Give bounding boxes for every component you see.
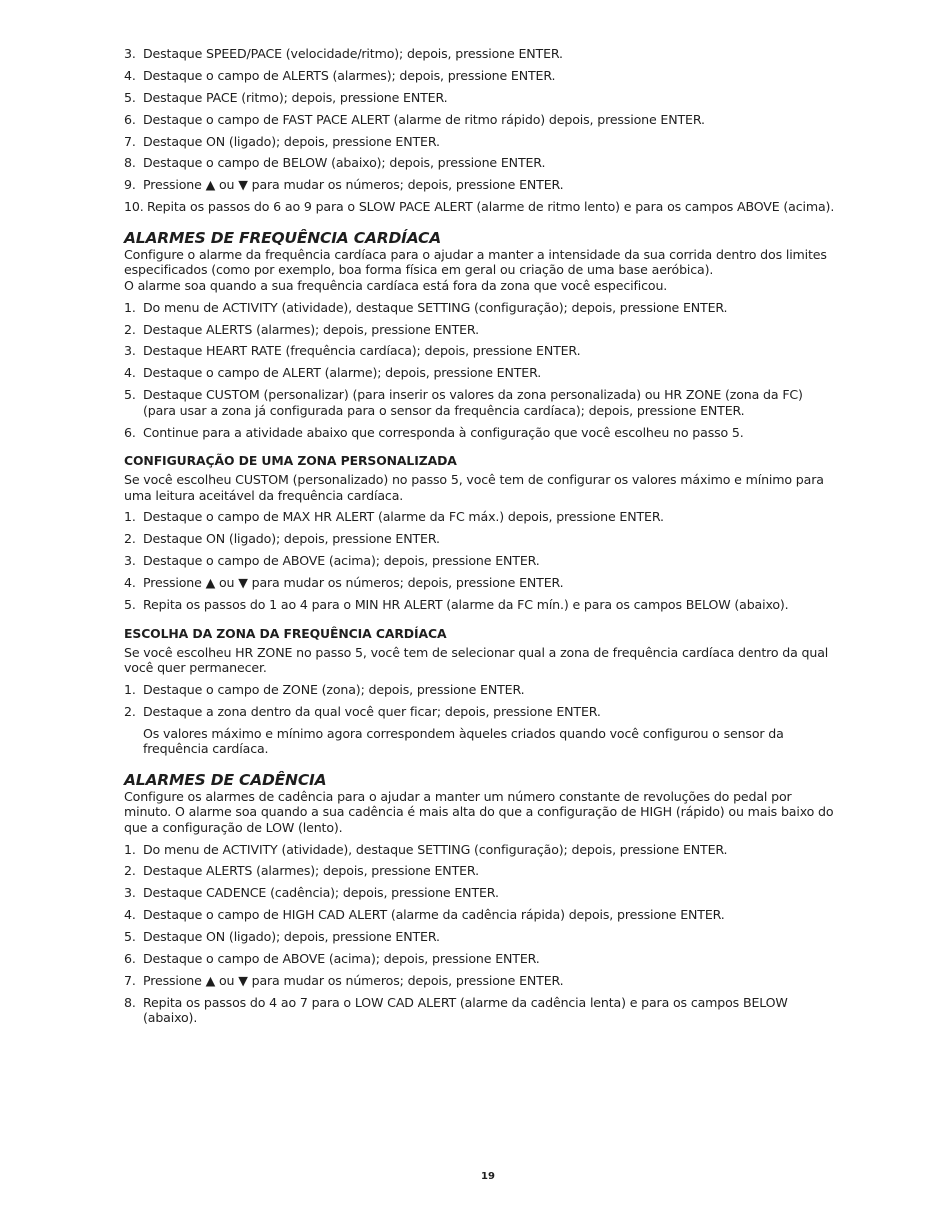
- list-item: 1. Destaque o campo de MAX HR ALERT (alarme da FC máx.) depois, pressione ENTER.: [124, 509, 664, 525]
- hr-zone-steps-list: [124, 682, 836, 719]
- list-item: 3. Destaque SPEED/PACE (velocidade/ritmo); depois, pressione ENTER.: [124, 46, 563, 61]
- list-item: 7. Pressione ▲ ou ▼ para mudar os números; depois, pressione ENTER.: [124, 972, 564, 988]
- list-item: 10. Repita os passos do 6 ao 9 para o SLOW PACE ALERT (alarme de ritmo lento) e para os campos ABOVE (acima).: [124, 199, 835, 215]
- list-item: 4. Pressione ▲ ou ▼ para mudar os números; depois, pressione ENTER.: [124, 575, 564, 591]
- list-item: 2. Destaque ALERTS (alarmes); depois, pressione ENTER.: [124, 321, 479, 337]
- subsection-title-custom-zone: CONFIGURAÇÃO DE UMA ZONA PERSONALIZADA: [124, 453, 457, 469]
- page-number: 19: [481, 1171, 495, 1182]
- list-item: 5. Destaque PACE (ritmo); depois, pressione ENTER.: [124, 89, 448, 105]
- list-item: 3. Destaque HEART RATE (frequência cardíaca); depois, pressione ENTER.: [124, 343, 581, 359]
- list-item: 1. Destaque o campo de ZONE (zona); depois, pressione ENTER.: [124, 681, 525, 697]
- list-item: 8. Repita os passos do 4 ao 7 para o LOW CAD ALERT (alarme da cadência lenta) e para os campos BELOW (abaixo).: [124, 994, 788, 1026]
- list-item: 6. Continue para a atividade abaixo que corresponda à configuração que você escolheu no passo 5.: [124, 424, 744, 440]
- hr-zone-note: Os valores máximo e mínimo agora correspondem àqueles criados quando você configurou o sensor da frequência cardíaca.: [143, 725, 784, 757]
- list-item: 2. Destaque ALERTS (alarmes); depois, pressione ENTER.: [124, 863, 479, 879]
- list-item: 2. Destaque a zona dentro da qual você quer ficar; depois, pressione ENTER.: [124, 703, 601, 719]
- list-item: 1. Do menu de ACTIVITY (atividade), destaque SETTING (configuração); depois, pressione ENTER.: [124, 299, 728, 315]
- heart-rate-steps-list: [124, 300, 836, 441]
- cadence-intro: Configure os alarmes de cadência para o ajudar a manter um número constante de revoluções do pedal por minuto. O alarme soa quando a sua cadência é mais alta do que a configuração de HIGH (rápido) ou mais baixo do que a configuração de LOW (lento).: [124, 788, 834, 835]
- section-title-heart-rate-alarms: ALARMES DE FREQUÊNCIA CARDÍACA: [124, 228, 442, 247]
- list-item: 7. Destaque ON (ligado); depois, pressione ENTER.: [124, 133, 440, 149]
- list-item: 6. Destaque o campo de ABOVE (acima); depois, pressione ENTER.: [124, 950, 540, 966]
- list-item: 6. Destaque o campo de FAST PACE ALERT (alarme de ritmo rápido) depois, pressione ENTER.: [124, 111, 705, 127]
- cadence-steps-list: [124, 842, 836, 1026]
- document-page: [124, 46, 836, 1032]
- subsection-title-hr-zone: ESCOLHA DA ZONA DA FREQUÊNCIA CARDÍACA: [124, 625, 447, 641]
- list-item: 4. Destaque o campo de ALERT (alarme); depois, pressione ENTER.: [124, 365, 542, 381]
- list-item: 8. Destaque o campo de BELOW (abaixo); depois, pressione ENTER.: [124, 155, 546, 171]
- section-title-cadence-alarms: ALARMES DE CADÊNCIA: [124, 770, 327, 789]
- list-item: 5. Repita os passos do 1 ao 4 para o MIN HR ALERT (alarme da FC mín.) e para os campos BELOW (abaixo).: [124, 597, 789, 612]
- top-steps-list: [124, 46, 836, 215]
- list-item: 1. Do menu de ACTIVITY (atividade), destaque SETTING (configuração); depois, pressione ENTER.: [124, 841, 728, 857]
- list-item: 2. Destaque ON (ligado); depois, pressione ENTER.: [124, 531, 440, 547]
- list-item: 4. Destaque o campo de HIGH CAD ALERT (alarme da cadência rápida) depois, pressione ENTER.: [124, 907, 725, 923]
- list-item: 9. Pressione ▲ ou ▼ para mudar os números; depois, pressione ENTER.: [124, 177, 564, 193]
- custom-zone-intro: Se você escolheu CUSTOM (personalizado) no passo 5, você tem de configurar os valores máximo e mínimo para uma leitura aceitável da frequência cardíaca.: [124, 472, 824, 503]
- list-item: 5. Destaque ON (ligado); depois, pressione ENTER.: [124, 929, 440, 945]
- list-item: 3. Destaque o campo de ABOVE (acima); depois, pressione ENTER.: [124, 553, 540, 569]
- hr-zone-intro: Se você escolheu HR ZONE no passo 5, você tem de selecionar qual a zona de frequência cardíaca dentro da qual você quer permanecer.: [124, 644, 829, 676]
- heart-rate-intro-note: O alarme soa quando a sua frequência cardíaca está fora da zona que você especificou.: [124, 278, 668, 294]
- list-item: 5. Destaque CUSTOM (personalizar) (para inserir os valores da zona personalizada) ou HR ZONE (zona da FC) (para usar a zona já configurada para o sensor da frequência cardíaca); depois, pressione ENTER.: [124, 387, 803, 418]
- list-item: 3. Destaque CADENCE (cadência); depois, pressione ENTER.: [124, 885, 499, 901]
- list-item: 4. Destaque o campo de ALERTS (alarmes); depois, pressione ENTER.: [124, 67, 556, 83]
- custom-zone-steps-list: [124, 509, 836, 612]
- heart-rate-intro: Configure o alarme da frequência cardíaca para o ajudar a manter a intensidade da sua corrida dentro dos limites especificados (como por exemplo, boa forma física em geral ou criação de uma base aeróbica).: [124, 246, 827, 278]
